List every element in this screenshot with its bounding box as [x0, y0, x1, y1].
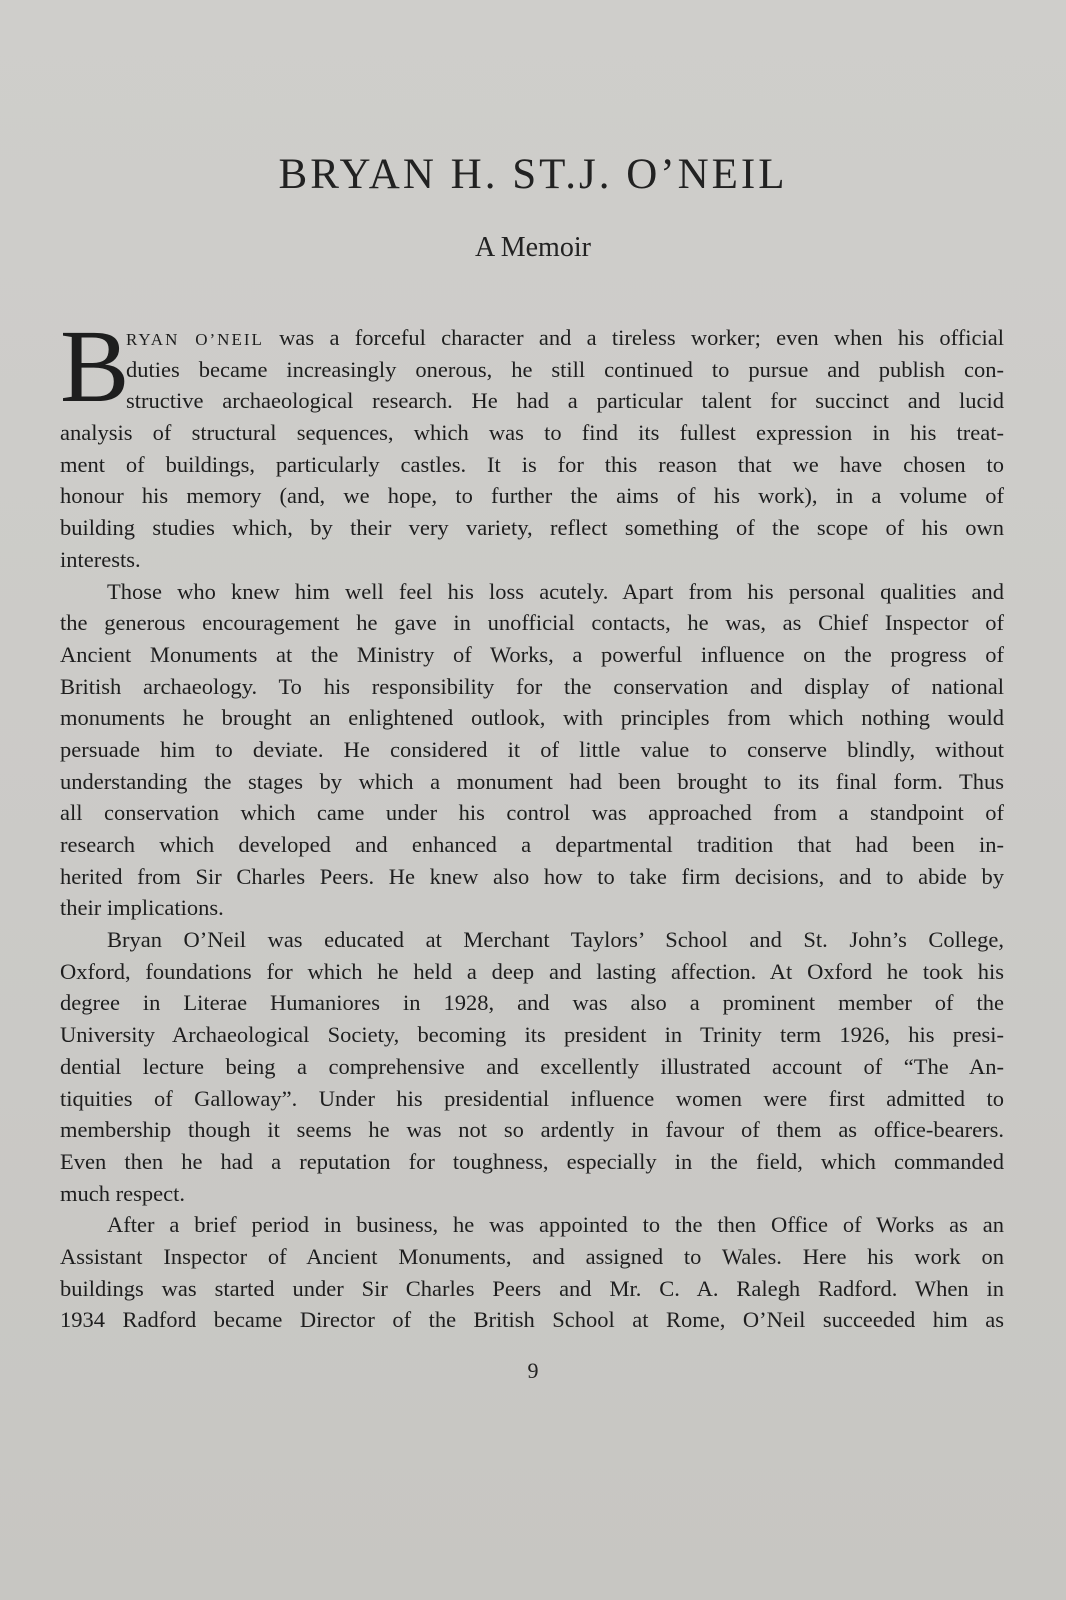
paragraph-2 — [60, 576, 1004, 925]
text-line: their implications. — [60, 895, 224, 921]
text-line-rest: was a forceful character and a tireless worker; even when his official — [263, 325, 1004, 350]
text-line: much respect. — [60, 1180, 185, 1206]
page-subtitle: A Memoir — [475, 232, 591, 263]
text-line: duties became increasingly onerous, he still continued to pursue and publish con- — [126, 356, 1004, 382]
text-line: research which developed and enhanced a departmental tradition that had been in- — [60, 832, 1004, 857]
text-line: structive archaeological research. He had a particular talent for succinct and lucid — [126, 388, 1004, 414]
text-line: 1934 Radford became Director of the British School at Rome, O’Neil succeeded him as — [60, 1307, 1004, 1333]
lead-small-caps: RYAN O’NEIL — [126, 330, 264, 349]
text-line: analysis of structural sequences, which was to find its fullest expression in his treat- — [60, 420, 1004, 446]
text-line: understanding the stages by which a monument had been brought to its final form. Thus — [60, 768, 1004, 794]
text-line: degree in Literae Humaniores in 1928, and was also a prominent member of the — [60, 990, 1004, 1016]
text-line: Oxford, foundations for which he held a deep and lasting affection. At Oxford he took his — [60, 958, 1004, 984]
text-line: Those who knew him well feel his loss acutely. Apart from his personal qualities and — [107, 578, 1004, 604]
text-line: buildings was started under Sir Charles Peers and Mr. C. A. Ralegh Radford. When in — [60, 1275, 1004, 1301]
text-line: interests. — [60, 546, 141, 572]
page-title: BRYAN H. ST.J. O’NEIL — [278, 151, 788, 198]
text-line: Even then he had a reputation for toughness, especially in the field, which commanded — [60, 1148, 1004, 1174]
memoir-text — [60, 309, 1004, 1336]
text-line: British archaeology. To his responsibility for the conservation and display of national — [60, 673, 1004, 699]
text-line: persuade him to deviate. He considered it of little value to conserve blindly, without — [60, 736, 1004, 762]
text-line: tiquities of Galloway”. Under his presidential influence women were first admitted to — [60, 1085, 1004, 1111]
text-line: all conservation which came under his control was approached from a standpoint of — [60, 800, 1004, 826]
text-line: University Archaeological Society, becoming its president in Trinity term 1926, his presi- — [60, 1022, 1004, 1048]
text-line: herited from Sir Charles Peers. He knew also how to take firm decisions, and to abide by — [60, 863, 1004, 889]
text-line: Bryan O’Neil was educated at Merchant Taylors’ School and St. John’s College, — [107, 927, 1004, 953]
text-line: Ancient Monuments at the Ministry of Works, a powerful influence on the progress of — [60, 641, 1004, 667]
text-line — [60, 322, 1004, 354]
text-line: ment of buildings, particularly castles. It is for this reason that we have chosen to — [60, 451, 1004, 477]
paragraph-4 — [60, 1209, 1004, 1336]
paragraph-3 — [60, 924, 1004, 1209]
text-line: After a brief period in business, he was appointed to the then Office of Works as an — [107, 1212, 1004, 1238]
text-line: the generous encouragement he gave in unofficial contacts, he was, as Chief Inspector of — [60, 610, 1004, 636]
page-number: 9 — [527, 1358, 539, 1383]
text-line: membership though it seems he was not so ardently in favour of them as office-bearers. — [60, 1117, 1004, 1143]
text-line: dential lecture being a comprehensive and excellently illustrated account of “The An- — [60, 1053, 1004, 1079]
text-line: monuments he brought an enlightened outlook, with principles from which nothing would — [60, 705, 1004, 731]
text-line: building studies which, by their very variety, reflect something of the scope of his own — [60, 515, 1004, 541]
text-line: honour his memory (and, we hope, to further the aims of his work), in a volume of — [60, 483, 1004, 509]
paragraph-1 — [60, 309, 1004, 576]
text-line: Assistant Inspector of Ancient Monuments, and assigned to Wales. Here his work on — [60, 1243, 1004, 1269]
drop-cap: B — [60, 309, 130, 424]
